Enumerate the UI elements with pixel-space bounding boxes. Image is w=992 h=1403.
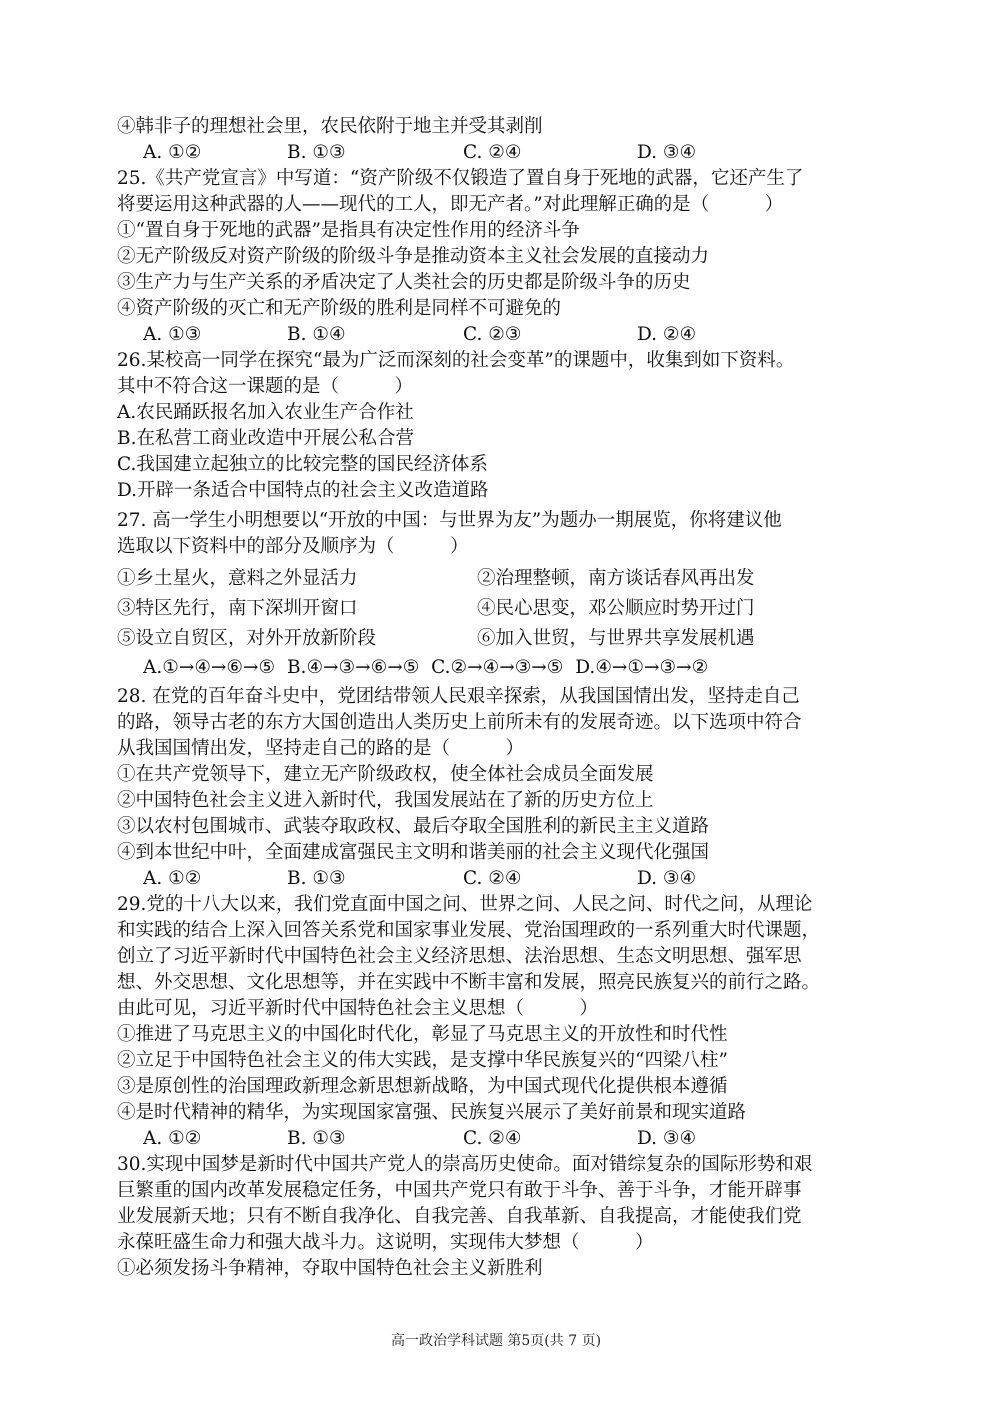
q25-item: ④资产阶级的灭亡和无产阶级的胜利是同样不可避免的 [117,298,562,319]
q28-item: ④到本世纪中叶，全面建成富强民主文明和谐美丽的社会主义现代化强国 [117,842,710,863]
q27-item: ⑤设立自贸区，对外开放新阶段 [117,628,377,649]
q29-stem-line: 和实践的结合上深入回答关系党和国家事业发展、党治国理政的一系列重大时代课题， [117,920,821,941]
q29-options [117,1126,887,1152]
q25-option-a: A. ①③ [143,324,202,345]
q30-stem-line: 巨繁重的国内改革发展稳定任务，中国共产党只有敢于斗争、善于斗争，才能开辟事 [117,1180,802,1201]
q27-options: A.①→④→⑥→⑤ B.④→③→⑥→⑤ C.②→④→③→⑤ D.④→①→③→② [143,657,709,678]
q28-item: ②中国特色社会主义进入新时代，我国发展站在了新的历史方位上 [117,790,654,811]
q30-item: ①必须发扬斗争精神，夺取中国特色社会主义新胜利 [117,1258,543,1279]
q28-option-b: B. ①③ [287,868,346,889]
q24-options [117,140,887,166]
q29-stem-line: 创立了习近平新时代中国特色社会主义经济思想、法治思想、生态文明思想、强军思 [117,946,802,967]
q30-stem-line: 永葆旺盛生命力和强大战斗力。这说明，实现伟大梦想（ ） [117,1232,654,1253]
q25-item: ①“置自身于死地的武器”是指具有决定性作用的经济斗争 [117,220,580,241]
q29-item: ③是原创性的治国理政新理念新思想新战略，为中国式现代化提供根本遵循 [117,1076,728,1097]
q26-choice-c: C.我国建立起独立的比较完整的国民经济体系 [117,454,488,475]
q27-item-grid [117,564,887,654]
q28-stem-line: 的路，领导古老的东方大国创造出人类历史上前所未有的发展奇迹。以下选项中符合 [117,712,802,733]
q25-stem-line: 将要运用这种武器的人——现代的工人，即无产者。”对此理解正确的是（ ） [117,194,784,215]
q28-option-a: A. ①② [143,868,202,889]
exam-page [117,114,887,1282]
q25-item: ③生产力与生产关系的矛盾决定了人类社会的历史都是阶级斗争的历史 [117,272,691,293]
q27-item: ③特区先行，南下深圳开窗口 [117,598,358,619]
q27-item: ②治理整顿，南方谈话春风再出发 [477,568,755,589]
q24-option-a: A. ①② [143,142,202,163]
q30-stem-line: 30.实现中国梦是新时代中国共产党人的崇高历史使命。面对错综复杂的国际形势和艰 [117,1154,813,1175]
q26-stem-line: 26.某校高一同学在探究“最为广泛而深刻的社会变革”的课题中，收集到如下资料。 [117,350,795,371]
q29-option-b: B. ①③ [287,1128,346,1149]
q26-choice-a: A.农民踊跃报名加入农业生产合作社 [117,402,414,423]
q25-item: ②无产阶级反对资产阶级的阶级斗争是推动资本主义社会发展的直接动力 [117,246,710,267]
q28-options [117,866,887,892]
q26-choice-d: D.开辟一条适合中国特点的社会主义改造道路 [117,480,489,501]
q25-option-b: B. ①④ [287,324,346,345]
q25-stem-line: 25.《共产党宣言》中写道：“资产阶级不仅锻造了置自身于死地的武器，它还产生了 [117,168,804,189]
q28-option-c: C. ②④ [463,868,522,889]
q27-stem-line: 选取以下资料中的部分及顺序为（ ） [117,536,469,557]
q28-item: ③以农村包围城市、武装夺取政权、最后夺取全国胜利的新民主主义道路 [117,816,710,837]
q29-stem-line: 由此可见，习近平新时代中国特色社会主义思想（ ） [117,998,599,1019]
q25-options [117,322,887,348]
q30-stem-line: 业发展新天地；只有不断自我净化、自我完善、自我革新、自我提高，才能使我们党 [117,1206,802,1227]
q29-option-d: D. ③④ [637,1128,697,1149]
q27-item: ④民心思变，邓公顺应时势开过门 [477,598,755,619]
q29-option-a: A. ①② [143,1128,202,1149]
q25-option-c: C. ②③ [463,324,522,345]
q29-stem-line: 29.党的十八大以来，我们党直面中国之问、世界之问、人民之问、时代之问，从理论 [117,894,813,915]
q27-item: ①乡土星火，意料之外显活力 [117,568,358,589]
q26-stem-line: 其中不符合这一课题的是（ ） [117,376,414,397]
q28-stem-line: 从我国国情出发，坚持走自己的路的是（ ） [117,738,525,759]
q24-option-d: D. ③④ [637,142,697,163]
q29-stem-line: 想、外交思想、文化思想等，并在实践中不断丰富和发展，照亮民族复兴的前行之路。 [117,972,821,993]
q24-item-4: ④韩非子的理想社会里，农民依附于地主并受其剥削 [117,116,543,137]
q24-option-c: C. ②④ [463,142,522,163]
q29-option-c: C. ②④ [463,1128,522,1149]
q27-item: ⑥加入世贸，与世界共享发展机遇 [477,628,755,649]
q28-option-d: D. ③④ [637,868,697,889]
q29-item: ①推进了马克思主义的中国化时代化，彰显了马克思主义的开放性和时代性 [117,1024,728,1045]
q27-stem-line: 27. 高一学生小明想要以“开放的中国：与世界为友”为题办一期展览，你将建议他 [117,510,782,531]
q26-choice-b: B.在私营工商业改造中开展公私合营 [117,428,414,449]
page-footer: 高一政治学科试题 第5页(共 7 页) [390,1333,602,1349]
q24-option-b: B. ①③ [287,142,346,163]
q25-option-d: D. ②④ [637,324,697,345]
q29-item: ②立足于中国特色社会主义的伟大实践，是支撑中华民族复兴的“四梁八柱” [117,1050,728,1071]
q28-stem-line: 28. 在党的百年奋斗史中，党团结带领人民艰辛探索，从我国国情出发，坚持走自己 [117,686,800,707]
q28-item: ①在共产党领导下，建立无产阶级政权，使全体社会成员全面发展 [117,764,654,785]
q29-item: ④是时代精神的精华，为实现国家富强、民族复兴展示了美好前景和现实道路 [117,1102,747,1123]
